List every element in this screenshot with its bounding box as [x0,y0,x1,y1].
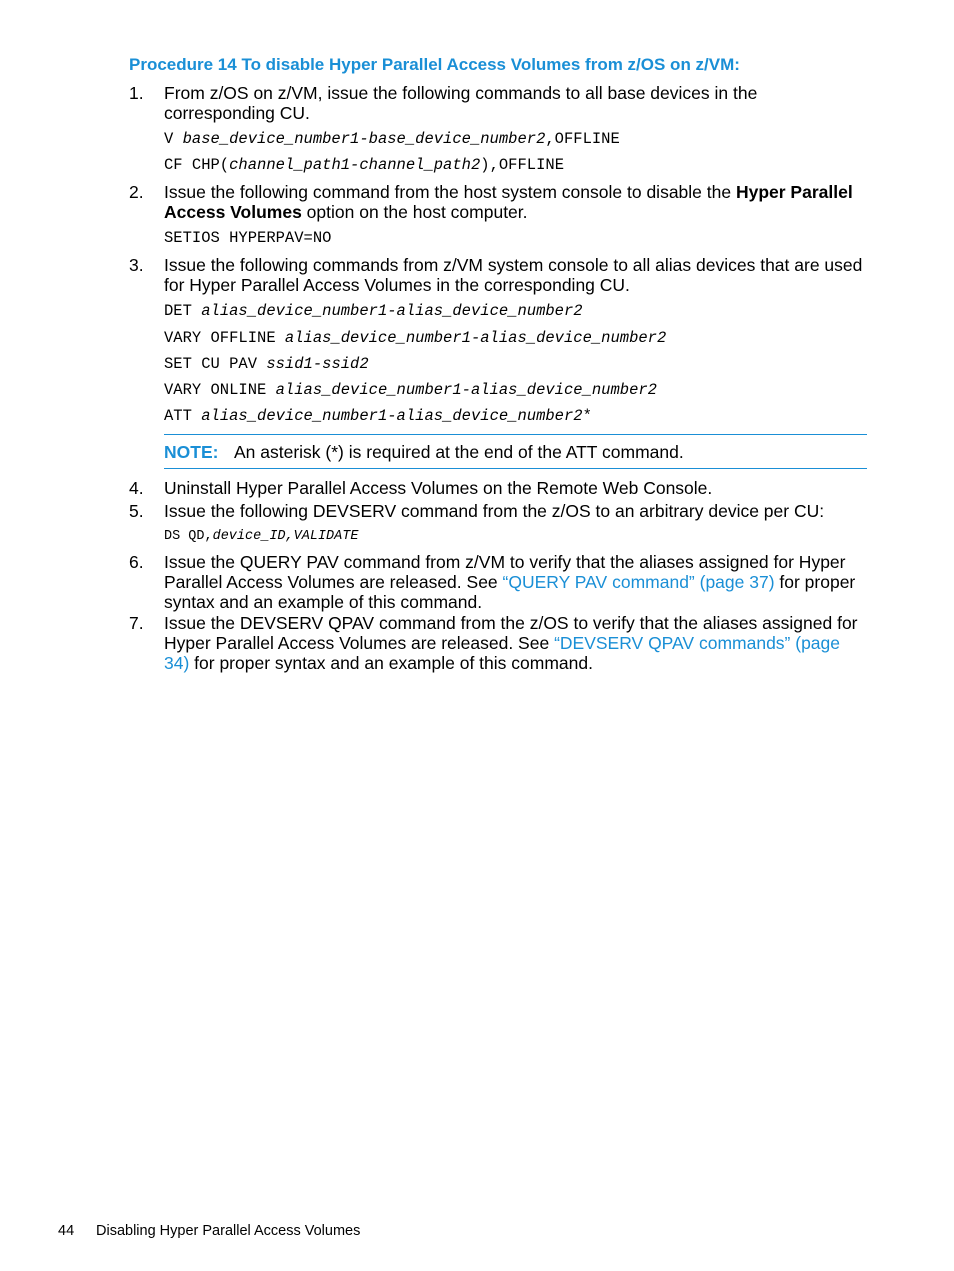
code-line: V base_device_number1-base_device_number2,OFFLINE [164,130,620,148]
step-number: 6. [129,552,144,572]
cross-reference-link[interactable]: “QUERY PAV command” (page 37) [502,572,775,592]
note-box [164,434,867,469]
step-number: 1. [129,83,144,103]
step-number: 2. [129,182,144,202]
footer-title: Disabling Hyper Parallel Access Volumes [96,1223,361,1239]
note-text: An asterisk (*) is required at the end of the ATT command. [234,442,684,462]
note-label: NOTE: [164,442,219,462]
code-line: SETIOS HYPERPAV=NO [164,229,332,247]
step-text: Issue the following command from the host system console to disable the Hyper Parallel Access Volumes option on the host computer. [164,182,853,222]
procedure-title: Procedure 14 To disable Hyper Parallel Access Volumes from z/OS on z/VM: [129,55,740,74]
code-line: SET CU PAV ssid1-ssid2 [164,355,369,373]
step-number: 7. [129,613,144,633]
step-text: Issue the following commands from z/VM system console to all alias devices that are used for Hyper Parallel Access Volumes in the corresponding CU. [164,255,863,295]
code-line: CF CHP(channel_path1-channel_path2),OFFLINE [164,156,564,174]
step-text: From z/OS on z/VM, issue the following commands to all base devices in the corresponding CU. [164,83,758,123]
code-line: VARY OFFLINE alias_device_number1-alias_device_number2 [164,329,667,347]
cross-reference-link[interactable]: “DEVSERV QPAV commands” (page 34) [164,633,841,673]
code-line: DET alias_device_number1-alias_device_number2 [164,302,583,320]
step-text: Issue the DEVSERV QPAV command from the z/OS to verify that the aliases assigned for Hyper Parallel Access Volumes are released. See “DEVSERV QPAV commands” (page 34) for proper syntax and an example of this command. [164,613,858,673]
step-text: Uninstall Hyper Parallel Access Volumes on the Remote Web Console. [164,478,713,498]
step-number: 3. [129,255,144,275]
step-text: Issue the following DEVSERV command from the z/OS to an arbitrary device per CU: [164,501,825,521]
step-number: 4. [129,478,144,498]
step-text: Issue the QUERY PAV command from z/VM to verify that the aliases assigned for Hyper Parallel Access Volumes are released. See “QUERY PAV command” (page 37) for proper syntax and an example of this command. [164,552,856,612]
code-line: DS QD,device_ID,VALIDATE [164,529,359,544]
step-number: 5. [129,501,144,521]
page-number: 44 [58,1223,75,1239]
code-line: ATT alias_device_number1-alias_device_number2* [164,407,592,425]
code-line: VARY ONLINE alias_device_number1-alias_device_number2 [164,381,657,399]
